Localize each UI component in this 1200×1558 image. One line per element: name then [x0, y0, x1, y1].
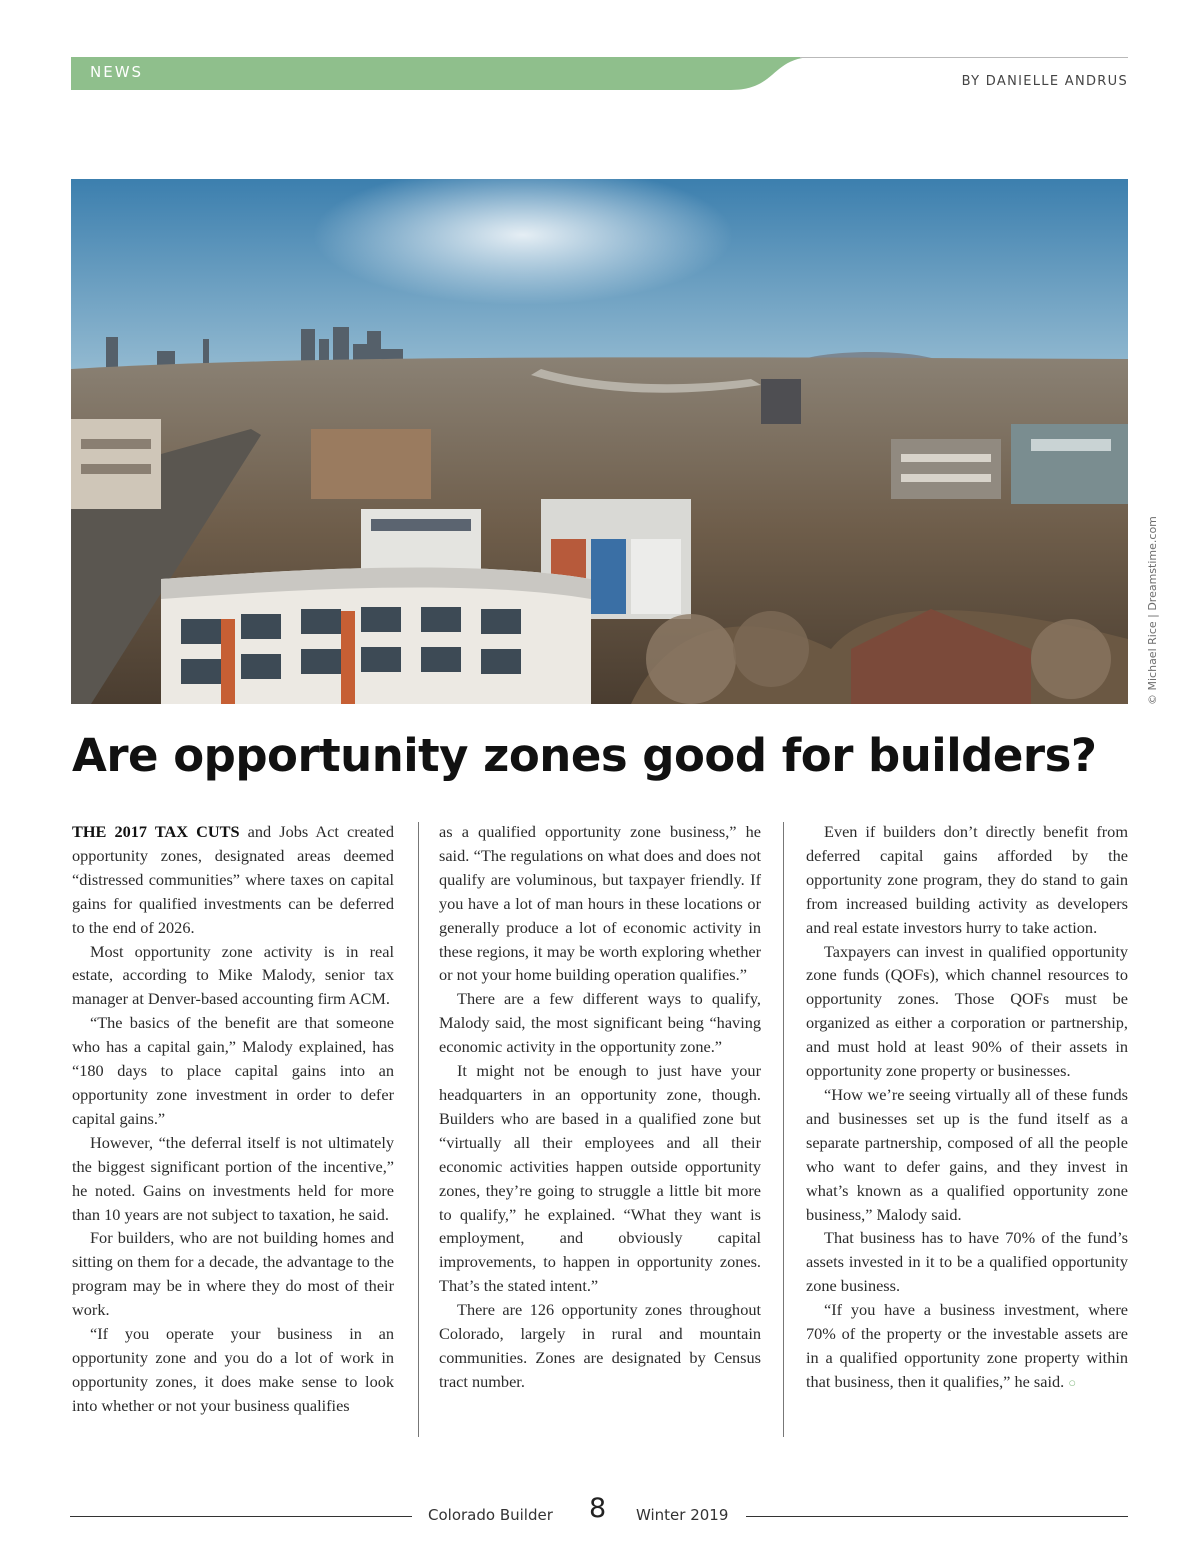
paragraph: Most opportunity zone activity is in real estate, according to Mike Malody, senior tax manager at Denver-based accounting firm ACM.	[72, 941, 394, 1009]
byline: BY DANIELLE ANDRUS	[961, 74, 1128, 89]
article-column-2	[439, 820, 761, 1394]
header-rule	[800, 57, 1128, 58]
page-number: 8	[589, 1493, 607, 1524]
column-divider	[783, 822, 784, 1437]
paragraph: That business has to have 70% of the fund’s assets invested in it to be a qualified opportunity zone business.	[806, 1228, 1128, 1296]
footer-rule-right	[746, 1516, 1128, 1517]
section-label: NEWS	[90, 63, 144, 81]
paragraph: There are a few different ways to qualify, Malody said, the most significant being “having economic activity in the opportunity zone.”	[439, 989, 761, 1057]
column-divider	[418, 822, 419, 1437]
section-banner	[71, 57, 811, 90]
paragraph: “How we’re seeing virtually all of these funds and businesses set up is the fund itself as a separate partnership, composed of all the people who want to defer gains, and they invest in what’s known as a qualified opportunity zone business,” Malody said.	[806, 1084, 1128, 1224]
section-banner-shape	[71, 57, 811, 90]
paragraph: For builders, who are not building homes and sitting on them for a decade, the advantage to the program may be in where they do most of their work.	[72, 1228, 394, 1320]
article-column-3	[806, 820, 1128, 1395]
paragraph-text: and Jobs Act created opportunity zones, designated areas deemed “distressed communities” where taxes on capital gains for qualified investments can be deferred to the end of 2026.	[72, 822, 394, 937]
paragraph: “If you operate your business in an opportunity zone and you do a lot of work in opportunity zones, it does make sense to look into whether or not your business qualifies	[72, 1324, 394, 1415]
paragraph-text: “If you have a business investment, where 70% of the property or the investable assets are in a qualified opportunity zone property within that business, then it qualifies,” he said.	[806, 1300, 1128, 1391]
paragraph	[72, 820, 394, 940]
city-aerial-photo-icon	[71, 179, 1128, 704]
paragraph: Taxpayers can invest in qualified opportunity zone funds (QOFs), which channel resources to opportunity zones. Those QOFs must be organized as either a corporation or partnership, and must hold at least 90% of their assets in opportunity zone property or businesses.	[806, 941, 1128, 1081]
lead-in: THE 2017 TAX CUTS	[72, 822, 240, 841]
footer-rule-left	[70, 1516, 412, 1517]
paragraph: It might not be enough to just have your headquarters in an opportunity zone, though. Builders who are based in a qualified zone but “virtually all their employees and all their economic activities happen outside opportunity zones, they’re going to struggle a little bit more to qualify,” he explained. “What they want is employment, and obviously capital improvements, to happen in opportunity zones. That’s the stated intent.”	[439, 1061, 761, 1296]
footer-issue: Winter 2019	[636, 1506, 729, 1524]
paragraph: There are 126 opportunity zones throughout Colorado, largely in rural and mountain communities. Zones are designated by Census tract number.	[439, 1300, 761, 1391]
paragraph	[806, 1298, 1128, 1395]
photo-credit: © Michael Rice | Dreamstime.com	[1146, 516, 1159, 705]
headline: Are opportunity zones good for builders?	[72, 729, 1097, 782]
footer-publication: Colorado Builder	[428, 1506, 553, 1524]
article-column-1	[72, 820, 394, 1418]
paragraph: However, “the deferral itself is not ultimately the biggest significant portion of the incentive,” he noted. Gains on investments held for more than 10 years are not subject to taxation, he said.	[72, 1132, 394, 1224]
paragraph: “The basics of the benefit are that someone who has a capital gain,” Malody explained, has “180 days to place capital gains into an opportunity zone investment in order to defer capital gains.”	[72, 1013, 394, 1128]
paragraph: Even if builders don’t directly benefit from deferred capital gains afforded by the opportunity zone program, they do stand to gain from increased building activity as developers and real estate investors hurry to take action.	[806, 822, 1128, 937]
feature-photo	[71, 179, 1128, 704]
end-mark-icon: ○	[1068, 1374, 1077, 1390]
paragraph: as a qualified opportunity zone business,” he said. “The regulations on what does and does not qualify are voluminous, but taxpayer friendly. If you have a lot of man hours in these locations or generally produce a lot of economic activity in these regions, it may be worth exploring whether or not your home building operation qualifies.”	[439, 822, 761, 985]
